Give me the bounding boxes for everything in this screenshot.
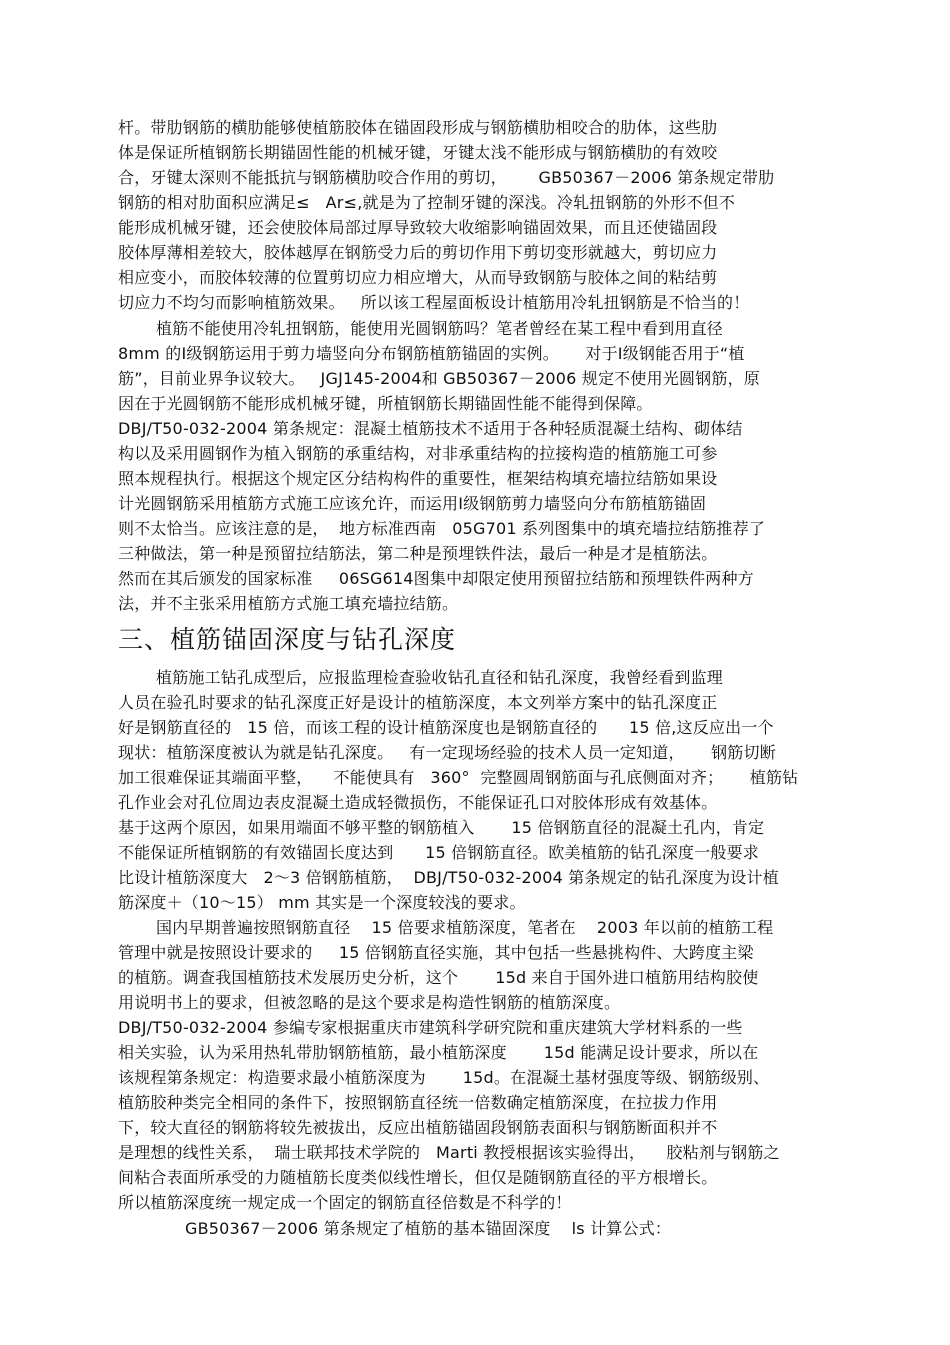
text-line: 比设计植筋深度大 2～3 倍钢筋植筋， DBJ/T50-032-2004 第条规定的钻孔深度为设计植 bbox=[118, 868, 779, 887]
text-line: 筋深度＋（10～15） mm 其实是一个深度较浅的要求。 bbox=[118, 893, 526, 912]
text-line: 杆。带肋钢筋的横肋能够使植筋胶体在锚固段形成与钢筋横肋相咬合的肋体，这些肋 bbox=[118, 118, 718, 137]
text-line: 因在于光圆钢筋不能形成机械牙键，所植钢筋长期锚固性能不能得到保障。 bbox=[118, 394, 653, 413]
text-line: 人员在验孔时要求的钻孔深度正好是设计的植筋深度，本文列举方案中的钻孔深度正 bbox=[118, 693, 718, 712]
text-line: 下，较大直径的钢筋将较先被拔出，反应出植筋锚固段钢筋表面积与钢筋断面积并不 bbox=[118, 1118, 718, 1137]
text-line: 合，牙键太深则不能抵抗与钢筋横肋咬合作用的剪切， GB50367－2006 第条规定带肋 bbox=[118, 168, 775, 187]
text-line: 则不太恰当。应该注意的是， 地方标准西南 05G701 系列图集中的填充墙拉结筋推荐了 bbox=[118, 519, 766, 538]
text-line: 8mm 的Ⅰ级钢筋运用于剪力墙竖向分布钢筋植筋锚固的实例。 对于Ⅰ级钢能否用于“植 bbox=[118, 344, 745, 363]
text-line: 现状：植筋深度被认为就是钻孔深度。 有一定现场经验的技术人员一定知道， 钢筋切断 bbox=[118, 743, 776, 762]
text-line: 基于这两个原因，如果用端面不够平整的钢筋植入 15 倍钢筋直径的混凝土孔内，肯定 bbox=[118, 818, 765, 837]
section-heading: 三、植筋锚固深度与钻孔深度 bbox=[118, 625, 457, 654]
text-line: 不能保证所植钢筋的有效锚固长度达到 15 倍钢筋直径。欧美植筋的钻孔深度一般要求 bbox=[118, 843, 759, 862]
text-line: 所以植筋深度统一规定成一个固定的钢筋直径倍数是不科学的！ bbox=[118, 1193, 572, 1212]
text-line: 计光圆钢筋采用植筋方式施工应该允许，而运用Ⅰ级钢筋剪力墙竖向分布筋植筋锚固 bbox=[118, 494, 707, 513]
text-line: 植筋施工钻孔成型后，应报监理检查验收钻孔直径和钻孔深度，我曾经看到监理 bbox=[156, 668, 724, 687]
text-line: GB50367－2006 第条规定了植筋的基本锚固深度 ls 计算公式： bbox=[185, 1219, 672, 1238]
text-line: 切应力不均匀而影响植筋效果。 所以该工程屋面板设计植筋用冷轧扭钢筋是不恰当的！ bbox=[118, 293, 750, 312]
text-line: 相关实验，认为采用热轧带肋钢筋植筋，最小植筋深度 15d 能满足设计要求，所以在 bbox=[118, 1043, 759, 1062]
text-line: 是理想的线性关系， 瑞士联邦技术学院的 Marti 教授根据该实验得出， 胶粘剂与钢筋之 bbox=[118, 1143, 780, 1162]
text-line: 然而在其后颁发的国家标准 06SG614图集中却限定使用预留拉结筋和预埋铁件两种方 bbox=[118, 569, 754, 588]
text-line: 相应变小，而胶体较薄的位置剪切应力相应增大，从而导致钢筋与胶体之间的粘结剪 bbox=[118, 268, 718, 287]
text-line: DBJ/T50-032-2004 第条规定：混凝土植筋技术不适用于各种轻质混凝土结构、砌体结 bbox=[118, 419, 743, 438]
text-line: 法，并不主张采用植筋方式施工填充墙拉结筋。 bbox=[118, 594, 459, 613]
text-line: 间粘合表面所承受的力随植筋长度类似线性增长，但仅是随钢筋直径的平方根增长。 bbox=[118, 1168, 718, 1187]
text-line: 好是钢筋直径的 15 倍，而该工程的设计植筋深度也是钢筋直径的 15 倍,这反应出一个 bbox=[118, 718, 774, 737]
text-line: 构以及采用圆钢作为植入钢筋的承重结构，对非承重结构的拉接构造的植筋施工可参 bbox=[118, 444, 718, 463]
text-line: 植筋不能使用冷轧扭钢筋，能使用光圆钢筋吗？笔者曾经在某工程中看到用直径 bbox=[156, 319, 724, 338]
text-line: 照本规程执行。根据这个规定区分结构构件的重要性，框架结构填充墙拉结筋如果设 bbox=[118, 469, 718, 488]
text-line: 管理中就是按照设计要求的 15 倍钢筋直径实施，其中包括一些悬挑构件、大跨度主梁 bbox=[118, 943, 754, 962]
text-line: 胶体厚薄相差较大，胶体越厚在钢筋受力后的剪切作用下剪切变形就越大，剪切应力 bbox=[118, 243, 718, 262]
text-line: 用说明书上的要求，但被忽略的是这个要求是构造性钢筋的植筋深度。 bbox=[118, 993, 621, 1012]
text-line: 植筋胶种类完全相同的条件下，按照钢筋直径统一倍数确定植筋深度，在拉拔力作用 bbox=[118, 1093, 718, 1112]
text-line: 能形成机械牙键，还会使胶体局部过厚导致较大收缩影响锚固效果，而且还使锚固段 bbox=[118, 218, 718, 237]
text-line: 筋”，目前业界争议较大。 JGJ145-2004和 GB50367－2006 规定不使用光圆钢筋，原 bbox=[118, 369, 760, 388]
text-line: 的植筋。调查我国植筋技术发展历史分析，这个 15d 来自于国外进口植筋用结构胶使 bbox=[118, 968, 759, 987]
text-line: 孔作业会对孔位周边表皮混凝土造成轻微损伤，不能保证孔口对胶体形成有效基体。 bbox=[118, 793, 718, 812]
text-line: 国内早期普遍按照钢筋直径 15 倍要求植筋深度，笔者在 2003 年以前的植筋工程 bbox=[156, 918, 774, 937]
text-line: DBJ/T50-032-2004 参编专家根据重庆市建筑科学研究院和重庆建筑大学材料系的一些 bbox=[118, 1018, 743, 1037]
text-line: 加工很难保证其端面平整， 不能使具有 360° 完整圆周钢筋面与孔底侧面对齐； 植筋钻 bbox=[118, 768, 799, 787]
text-line: 钢筋的相对肋面积应满足≤ Ar≤,就是为了控制牙键的深浅。冷轧扭钢筋的外形不但不 bbox=[118, 193, 736, 212]
text-line: 该规程第条规定：构造要求最小植筋深度为 15d。在混凝土基材强度等级、钢筋级别、 bbox=[118, 1068, 770, 1087]
text-line: 体是保证所植钢筋长期锚固性能的机械牙键，牙键太浅不能形成与钢筋横肋的有效咬 bbox=[118, 143, 718, 162]
text-line: 三种做法，第一种是预留拉结筋法，第二种是预埋铁件法，最后一种是才是植筋法。 bbox=[118, 544, 718, 563]
